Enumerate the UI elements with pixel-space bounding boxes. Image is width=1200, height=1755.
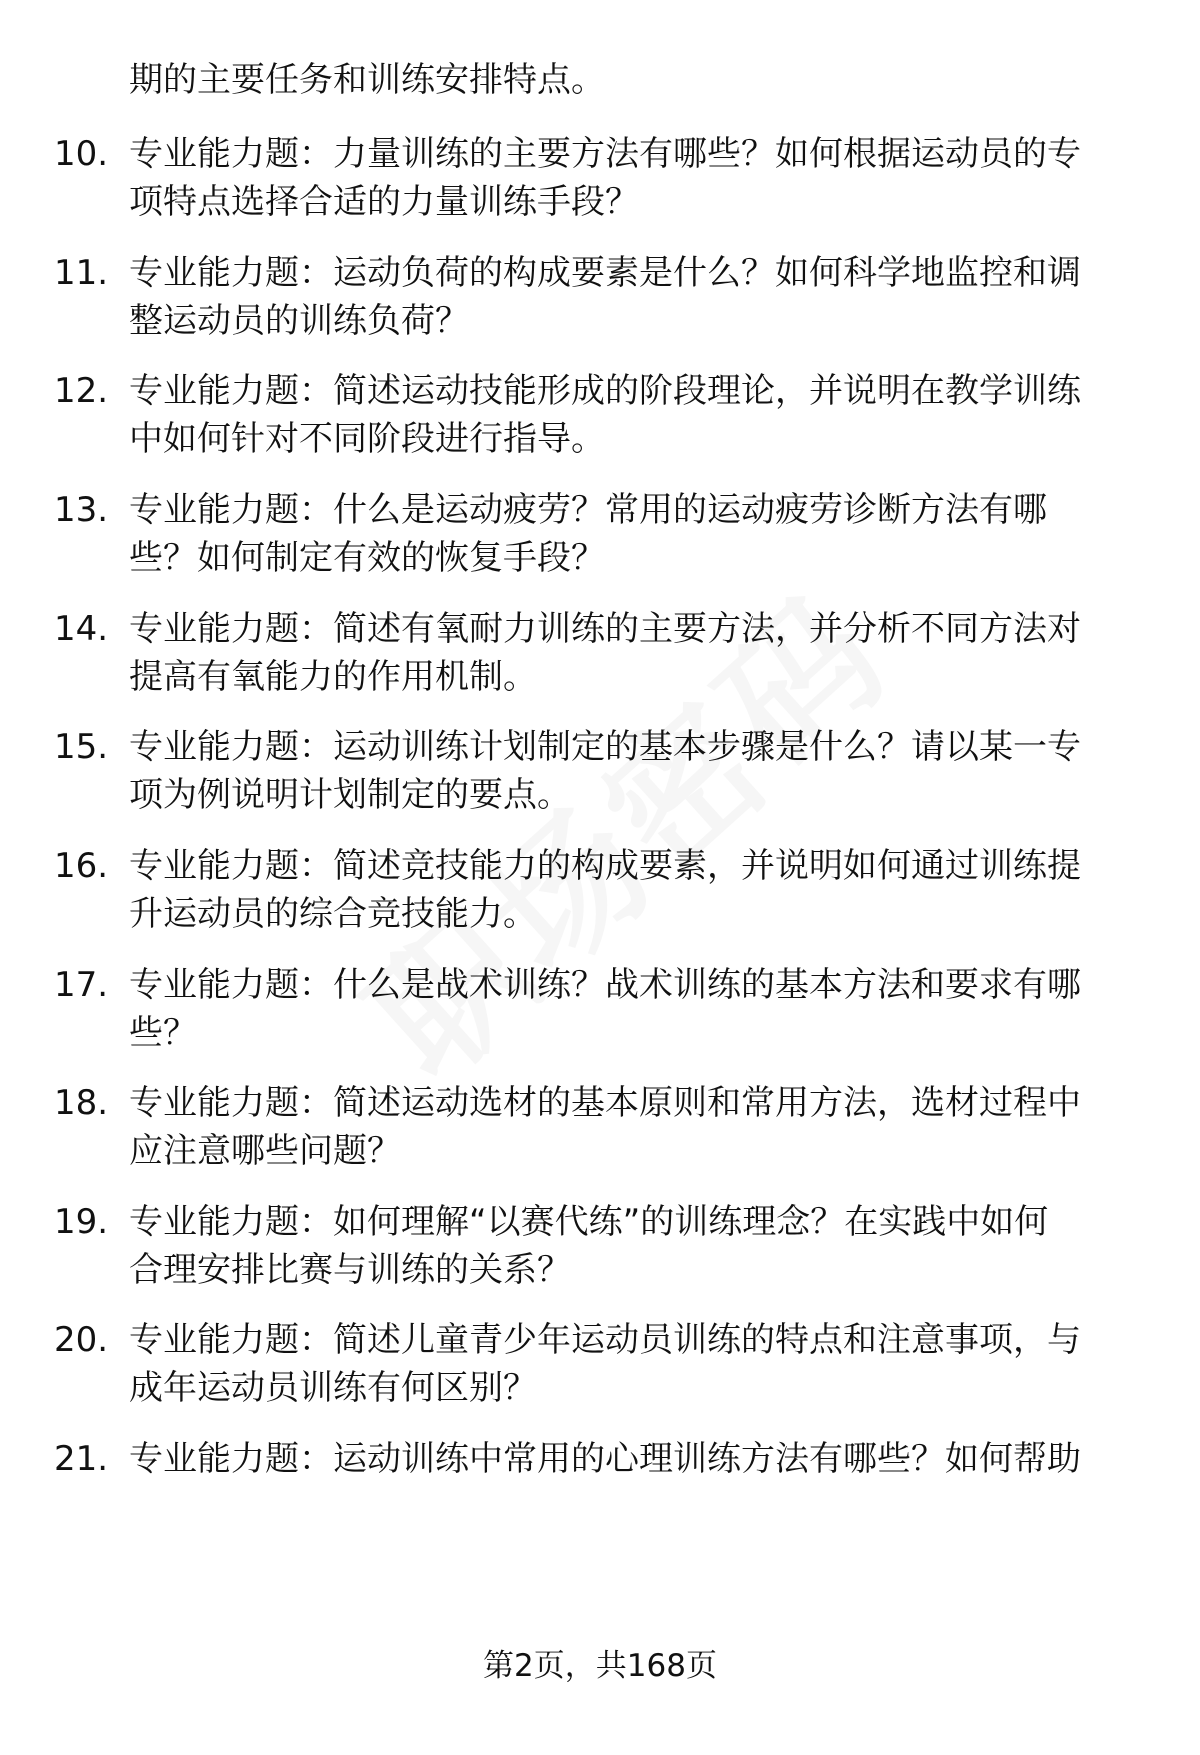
question-text-line: 专业能力题：运动负荷的构成要素是什么？如何科学地监控和调	[129, 253, 1081, 293]
question-text-line: 项特点选择合适的力量训练手段？	[129, 182, 639, 222]
question-text-line: 专业能力题：如何理解“以赛代练”的训练理念？在实践中如何	[129, 1202, 1049, 1242]
question-text-line: 合理安排比赛与训练的关系？	[129, 1250, 571, 1290]
question-item	[0, 367, 1200, 467]
question-text-line: 专业能力题：简述有氧耐力训练的主要方法，并分析不同方法对	[129, 609, 1081, 649]
question-text-line: 专业能力题：力量训练的主要方法有哪些？如何根据运动员的专	[129, 134, 1081, 174]
page-footer: 第2页，共168页	[483, 1648, 717, 1684]
question-number: 15.	[54, 727, 109, 767]
question-number: 11.	[54, 253, 109, 293]
continuation-text: 期的主要任务和训练安排特点。	[129, 60, 605, 100]
question-number: 19.	[54, 1202, 109, 1242]
question-number: 13.	[54, 490, 109, 530]
question-text-line: 成年运动员训练有何区别？	[129, 1368, 537, 1408]
question-number: 16.	[54, 846, 109, 886]
question-text-line: 专业能力题：简述运动技能形成的阶段理论，并说明在教学训练	[129, 371, 1081, 411]
question-item	[0, 130, 1200, 230]
question-text-line: 些？	[129, 1013, 197, 1053]
question-number: 17.	[54, 965, 109, 1005]
question-item	[0, 1316, 1200, 1416]
question-text-line: 些？如何制定有效的恢复手段？	[129, 538, 605, 578]
question-text-line: 专业能力题：运动训练计划制定的基本步骤是什么？请以某一专	[129, 727, 1081, 767]
question-number: 18.	[54, 1083, 109, 1123]
question-number: 21.	[54, 1439, 109, 1479]
question-text-line: 专业能力题：简述儿童青少年运动员训练的特点和注意事项，与	[129, 1320, 1081, 1360]
question-text-line: 项为例说明计划制定的要点。	[129, 775, 571, 815]
question-number: 12.	[54, 371, 109, 411]
question-text-line: 中如何针对不同阶段进行指导。	[129, 419, 605, 459]
question-text-line: 专业能力题：简述竞技能力的构成要素，并说明如何通过训练提	[129, 846, 1081, 886]
question-text-line: 提高有氧能力的作用机制。	[129, 657, 537, 697]
question-text-line: 应注意哪些问题？	[129, 1131, 401, 1171]
question-text-line: 专业能力题：运动训练中常用的心理训练方法有哪些？如何帮助	[129, 1439, 1081, 1479]
question-item	[0, 486, 1200, 586]
question-item	[0, 249, 1200, 349]
question-text-line: 专业能力题：简述运动选材的基本原则和常用方法，选材过程中	[129, 1083, 1081, 1123]
question-item	[0, 1435, 1200, 1535]
question-number: 20.	[54, 1320, 109, 1360]
question-text-line: 升运动员的综合竞技能力。	[129, 894, 537, 934]
question-item	[0, 1198, 1200, 1298]
question-item	[0, 723, 1200, 823]
question-text-line: 整运动员的训练负荷？	[129, 301, 469, 341]
question-text-line: 专业能力题：什么是运动疲劳？常用的运动疲劳诊断方法有哪	[129, 490, 1047, 530]
question-item	[0, 842, 1200, 942]
question-text-line: 专业能力题：什么是战术训练？战术训练的基本方法和要求有哪	[129, 965, 1081, 1005]
question-item	[0, 1079, 1200, 1179]
question-item	[0, 961, 1200, 1061]
question-number: 10.	[54, 134, 109, 174]
question-number: 14.	[54, 609, 109, 649]
question-item	[0, 605, 1200, 705]
